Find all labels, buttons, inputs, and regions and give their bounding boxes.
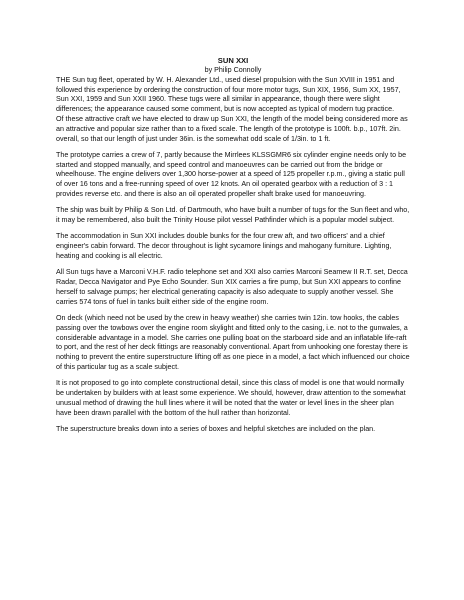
paragraph-9: The superstructure breaks down into a series of boxes and helpful sketches are included on the plan. <box>56 425 376 433</box>
article <box>56 56 410 441</box>
paragraph-1: THE Sun tug fleet, operated by W. H. Alexander Ltd., used diesel propulsion with the Sun XVIII in 1951 and followed this experience by ordering the construction of four more motor tugs, Sun XIX, 1956, Sum XX, 1957, Sun XXI, 1959 and Sun XXII 1960. These tugs were all similar in appearance, though there were slight differences; the appearance caused some comment, but is now accepted as typical of modern tug practice. <box>56 75 401 114</box>
paragraph-6: All Sun tugs have a Marconi V.H.F. radio telephone set and XXI also carries Marconi Seamew II R.T. set, Decca Radar, Decca Navigator and Pye Echo Sounder. Sun XIX carries a fire pump, but Sun XXI appears to confine herself to salvage pumps; her electrical generating capacity is also adequate to supply another vessel. She carries 574 tons of fuel in tanks built either side of the engine room. <box>56 268 408 306</box>
paragraph-2: Of these attractive craft we have elected to draw up Sun XXI, the length of the model being considered more as an attractive and popular size rather than to a fixed scale. The length of the prototype is 100ft. b.p., 107ft. 2in. overall, so that our length of just under 36in. is the somewhat odd scale of 1/3in. to 1 ft. <box>56 114 408 143</box>
paragraph-4: The ship was built by Philip & Son Ltd. of Dartmouth, who have built a number of tugs for the Sun fleet and who, it may be remembered, also built the Trinity House pilot vessel Pathfinder which is a popular model subject. <box>56 206 410 225</box>
paragraph-3: The prototype carries a crew of 7, partly because the Mirrlees KLSSGMR6 six cylinder engine needs only to be started and stopped manually, and speed control and manoeuvres can be carried out from the bridge or wheelhouse. The engine delivers over 1,300 horse-power at a speed of 125 propeller r.p.m., giving a static pull of over 16 tons and a free-running speed of over 12 knots. An oil operated gearbox with a reduction of 3 : 1 provides reverse etc. and there is also an oil operated propeller shaft brake used for manoeuvring. <box>56 150 407 199</box>
paragraph-5: The accommodation in Sun XXI includes double bunks for the four crew aft, and two officers' and a chief engineer's cabin forward. The decor throughout is light sycamore linings and mahogany furniture. Lighting, heating and cooking is all electric. <box>56 232 392 261</box>
article-title: SUN XXI <box>217 56 249 65</box>
paragraph-7: On deck (which need not be used by the crew in heavy weather) she carries twin 12in. tow hooks, the cables passing over the towbows over the engine room skylight and fitted only to the casing, i.e. not to the gunwales, a considerable advantage in a model. She carries one pulling boat on the starboard side and an inflatable life-raft to port, and the rest of her deck fittings are reasonably conventional. Apart from unhooking one forestay there is nothing to prevent the entire superstructure lifting off as one piece in a model, a fact which influenced our choice of this particular tug as a scale subject. <box>56 314 410 372</box>
paragraph-8: It is not proposed to go into complete constructional detail, since this class of model is one that would normally be undertaken by builders with at least some experience. We should, however, draw attention to the somewhat unusual method of drawing the hull lines where it will be noted that the water or level lines in the sheer plan have been drawn parallel with the bottom of the hull rather than horizontal. <box>56 379 406 417</box>
article-byline: by Philip Connolly <box>204 66 262 74</box>
